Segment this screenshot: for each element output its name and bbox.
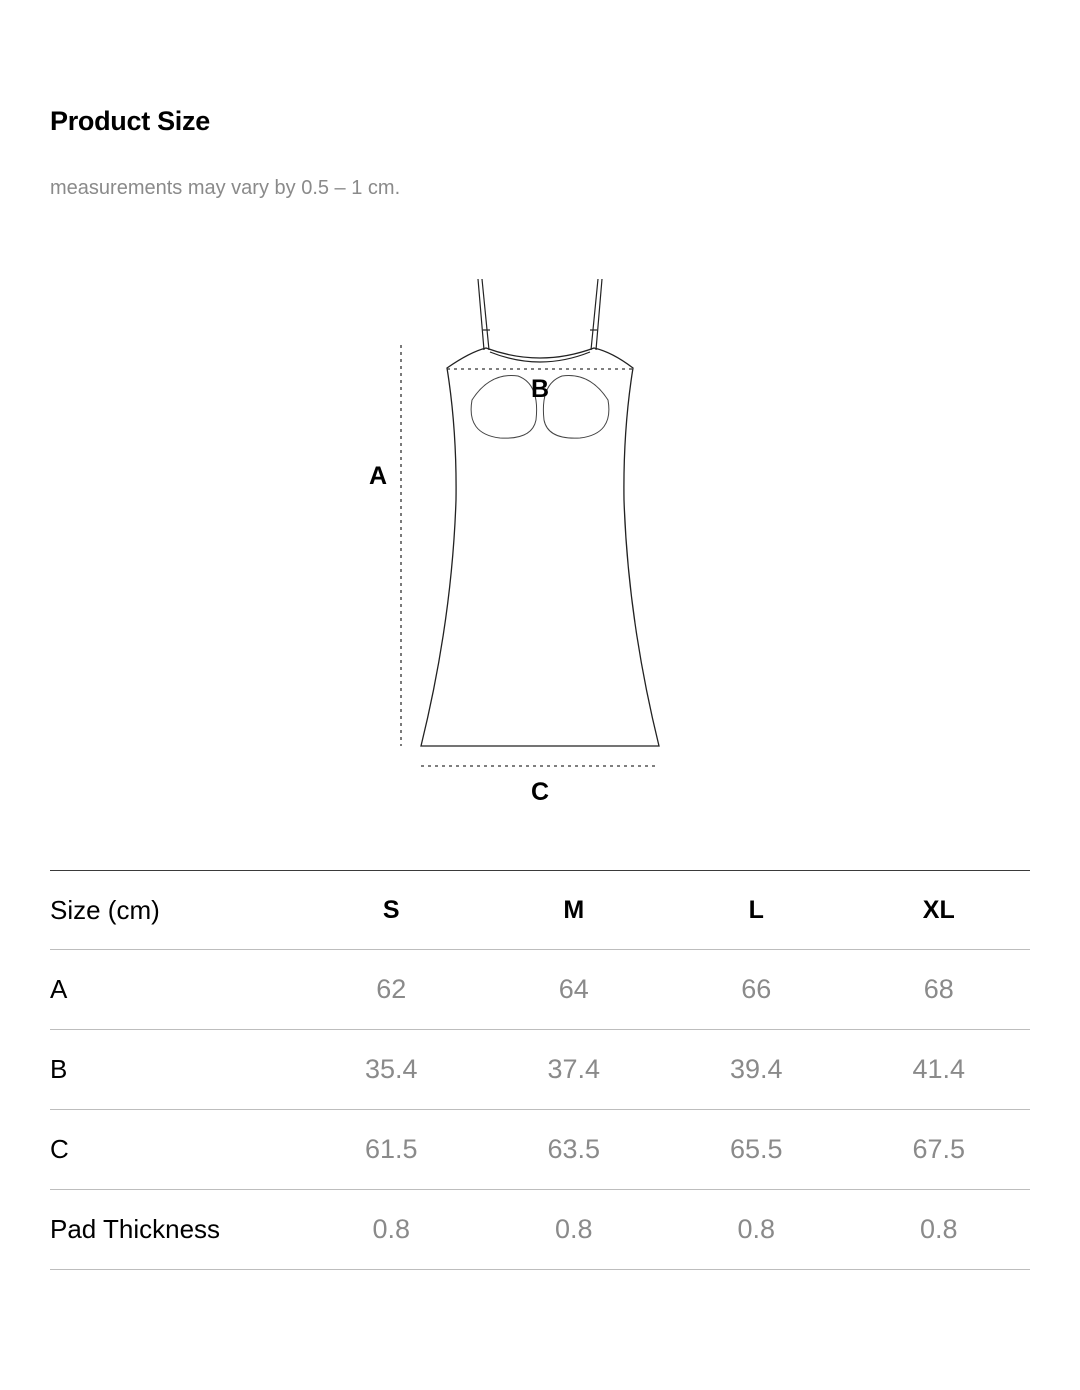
row-label: B	[50, 1054, 68, 1084]
table-row	[50, 1030, 1030, 1110]
table-cell: 0.8	[919, 1214, 958, 1244]
table-cell: 63.5	[547, 1134, 601, 1164]
table-cell: 0.8	[737, 1214, 776, 1244]
table-cell: 41.4	[912, 1054, 966, 1084]
table-row	[50, 1110, 1030, 1190]
size-m-header: M	[563, 895, 585, 924]
size-l-header: L	[748, 895, 764, 924]
page-title: Product Size	[50, 106, 210, 136]
label-a: A	[368, 462, 388, 490]
label-b: B	[530, 375, 550, 403]
row-label: Pad Thickness	[50, 1214, 221, 1244]
bra-pad-left	[471, 376, 537, 439]
dress-straps	[478, 279, 602, 350]
neckline	[490, 352, 590, 362]
table-cell: 37.4	[547, 1054, 601, 1084]
table-header-row	[50, 870, 1030, 950]
row-label: C	[50, 1134, 69, 1164]
row-label: A	[50, 974, 68, 1004]
size-s-header: S	[382, 895, 400, 924]
header-label: Size (cm)	[50, 894, 160, 925]
table-cell: 35.4	[364, 1054, 418, 1084]
table-cell: 67.5	[912, 1134, 966, 1164]
table-cell: 68	[923, 974, 954, 1004]
dress-outline	[421, 348, 659, 746]
table-cell: 0.8	[372, 1214, 411, 1244]
label-c: C	[530, 778, 550, 806]
size-xl-header: XL	[922, 895, 955, 924]
table-row	[50, 950, 1030, 1030]
table-cell: 62	[376, 974, 407, 1004]
table-cell: 39.4	[729, 1054, 783, 1084]
table-cell: 64	[558, 974, 589, 1004]
table-cell: 61.5	[364, 1134, 418, 1164]
bra-pad-right	[543, 376, 609, 439]
table-cell: 66	[741, 974, 772, 1004]
table-cell: 65.5	[729, 1134, 783, 1164]
table-cell: 0.8	[554, 1214, 593, 1244]
measurement-note: measurements may vary by 0.5 – 1 cm.	[50, 177, 401, 199]
size-table	[50, 870, 1030, 1270]
table-row	[50, 1190, 1030, 1270]
